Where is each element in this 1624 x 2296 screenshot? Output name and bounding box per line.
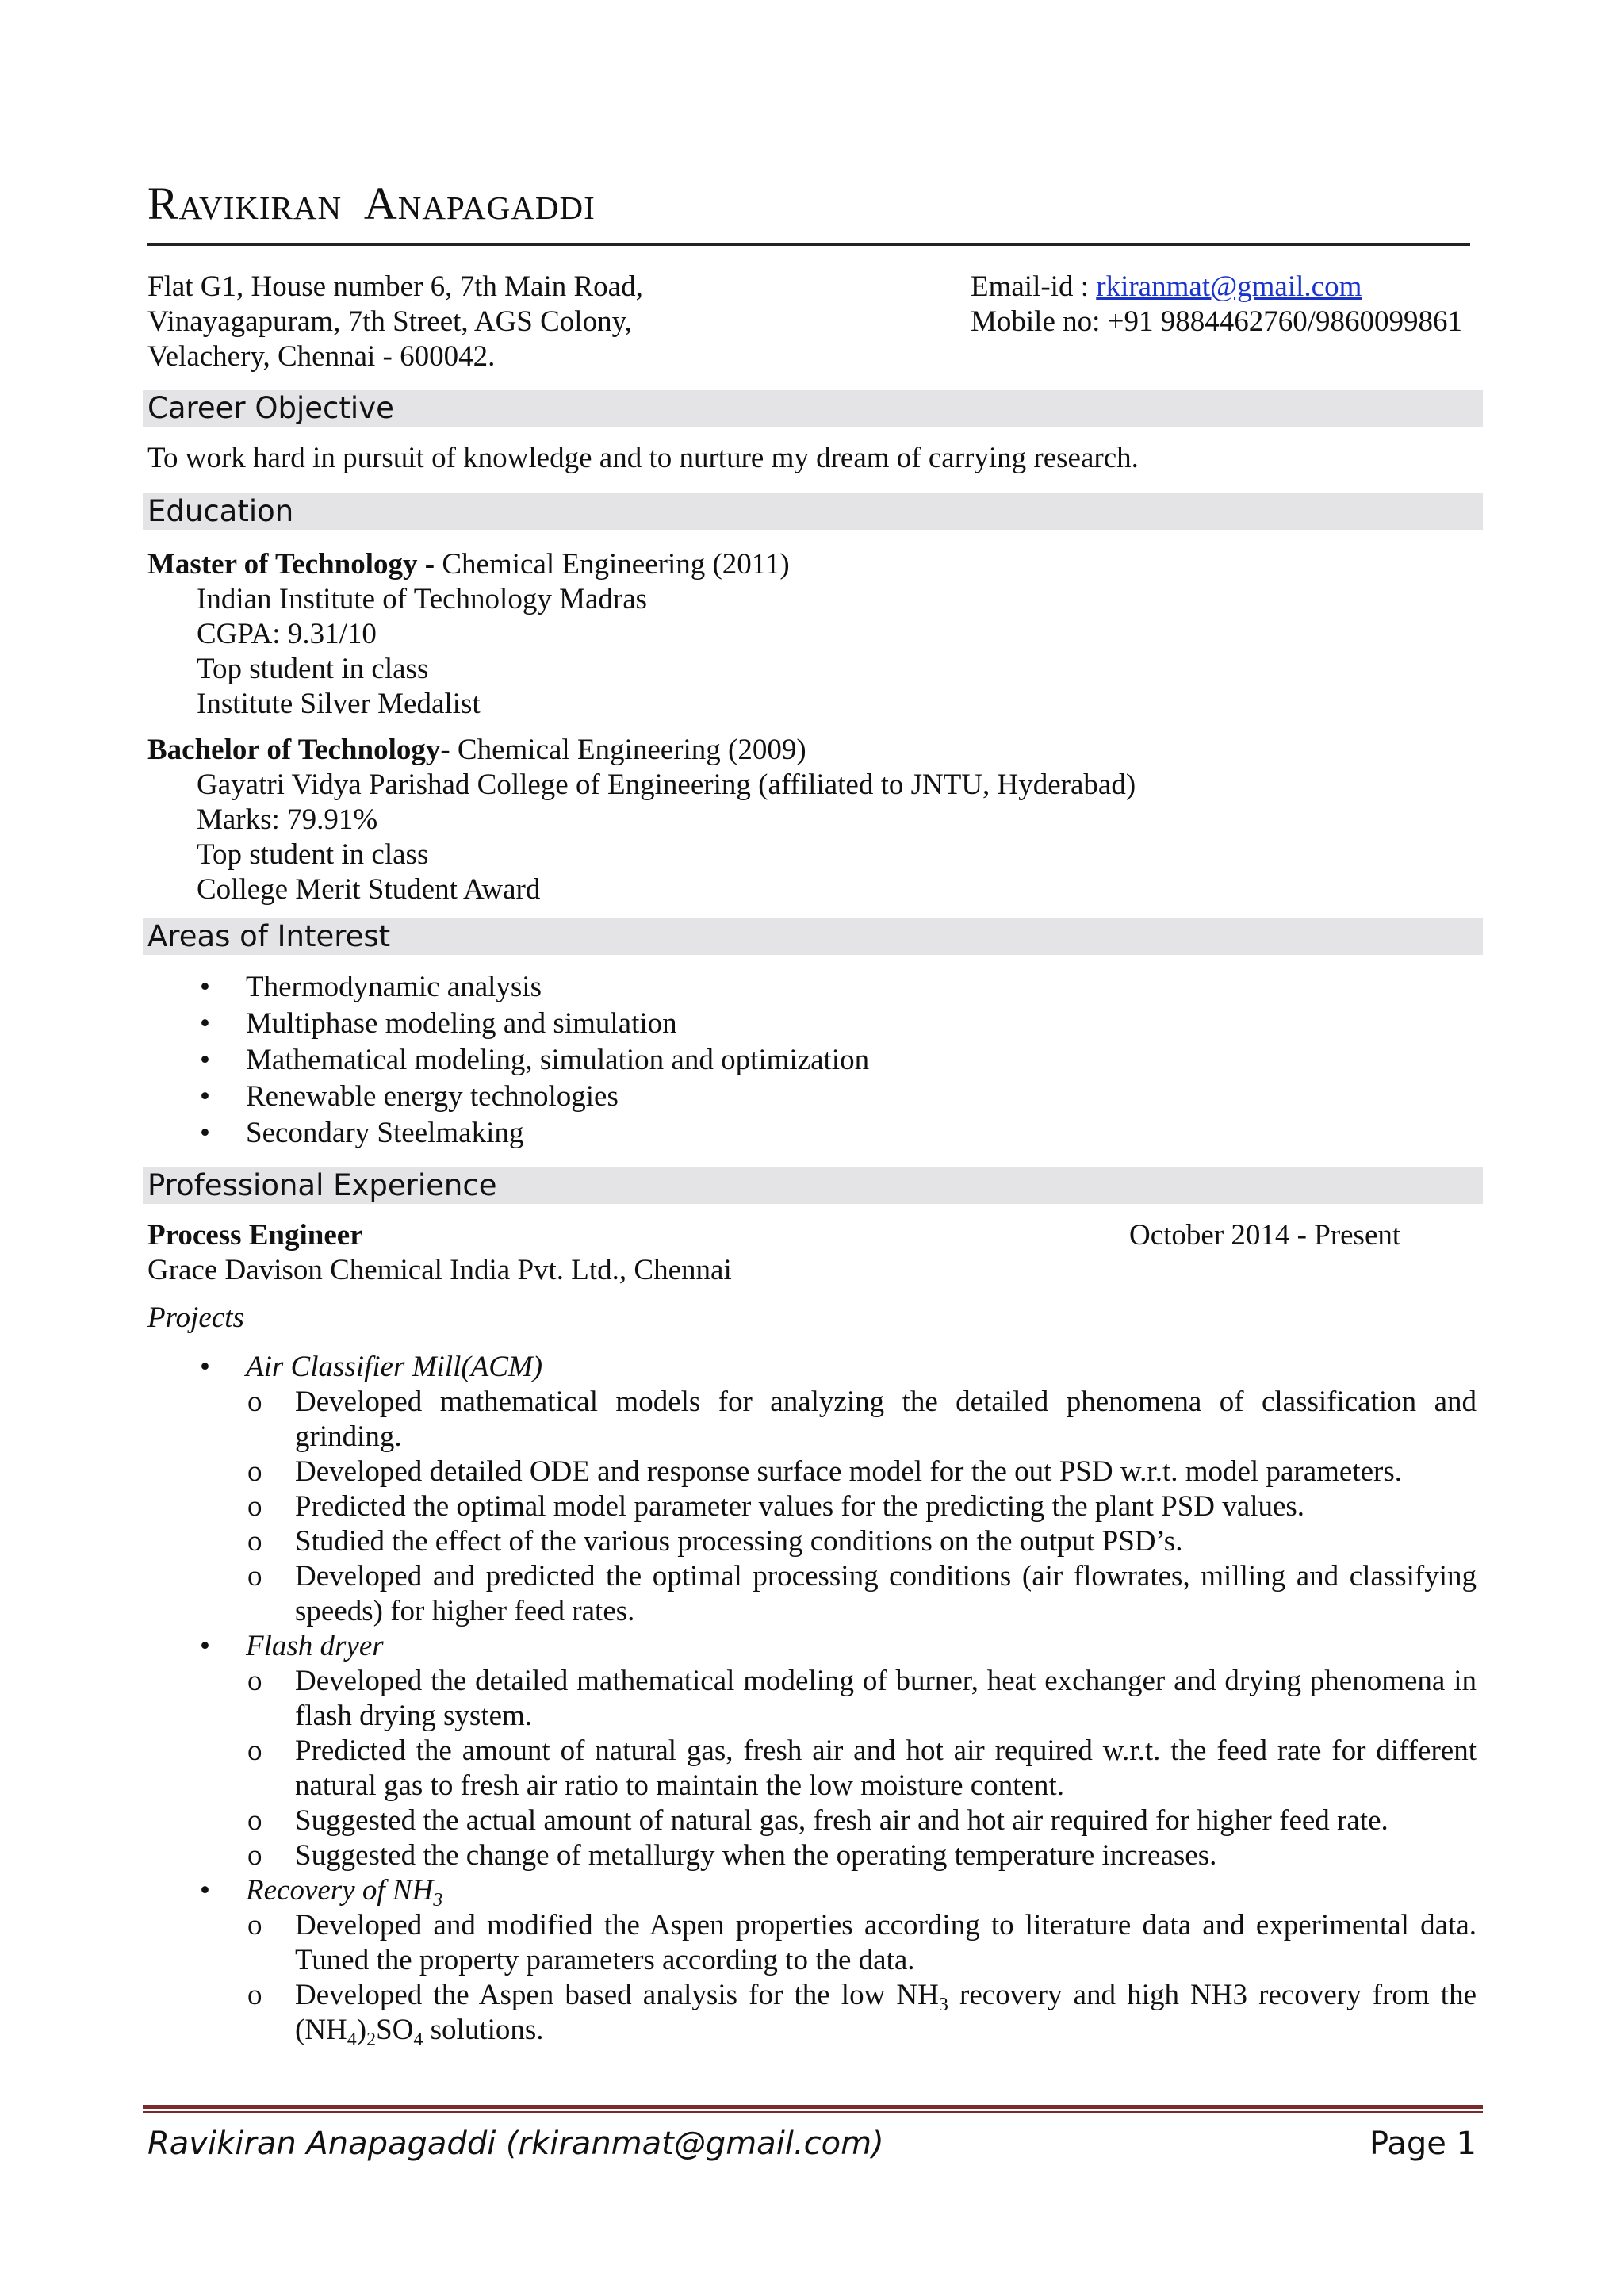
- project-item-text: Studied the effect of the various processing conditions on the output PSD’s.: [295, 1525, 1183, 1558]
- degree-line: [147, 547, 790, 582]
- education-detail: Indian Institute of Technology Madras: [197, 583, 648, 615]
- project-item: [147, 1524, 1477, 1559]
- candidate-name: Ravikiran Anapagaddi: [147, 178, 596, 229]
- degree-field: Chemical Engineering (2011): [435, 548, 790, 581]
- project-entry: [147, 1873, 1477, 2048]
- bullet-icon: •: [200, 971, 210, 1003]
- project-title: [147, 1873, 1477, 1911]
- project-title: [147, 1350, 1477, 1385]
- bullet-icon: •: [200, 1351, 210, 1383]
- contact-block: [971, 270, 1462, 339]
- education-entry: [147, 733, 1136, 907]
- email-line: [971, 270, 1462, 305]
- list-item: [147, 1006, 1480, 1042]
- list-item: [147, 1079, 1480, 1115]
- list-item: [147, 969, 1480, 1006]
- address-line: Velachery, Chennai - 600042.: [147, 340, 496, 373]
- projects-label: Projects: [147, 1301, 244, 1334]
- degree-field: Chemical Engineering (2009): [450, 734, 806, 766]
- circle-bullet-icon: o: [247, 1525, 262, 1558]
- project-item-text: Suggested the actual amount of natural gas, fresh air and hot air required for higher feed rate.: [295, 1804, 1388, 1837]
- project-item: [147, 1978, 1477, 2048]
- email-label: Email-id :: [971, 270, 1097, 303]
- bullet-icon: •: [200, 1117, 210, 1149]
- circle-bullet-icon: o: [247, 1490, 262, 1523]
- project-title-text: Recovery of NH: [246, 1874, 434, 1907]
- section-heading-professional-experience: Professional Experience: [143, 1167, 1483, 1204]
- section-heading-career-objective: Career Objective: [143, 390, 1483, 427]
- project-entry: [147, 1350, 1477, 1629]
- interest-text: Renewable energy technologies: [246, 1080, 619, 1113]
- project-item: [147, 1908, 1477, 1978]
- interest-text: Multiphase modeling and simulation: [246, 1007, 677, 1040]
- footer-author: Ravikiran Anapagaddi (rkiranmat@gmail.com): [147, 2125, 884, 2162]
- footer-divider-thin: [143, 2111, 1483, 2113]
- project-item-text: Developed and modified the Aspen properties according to literature data and experimental data. Tuned the property parameters according to the data.: [295, 1909, 1477, 1976]
- list-item: [147, 1115, 1480, 1152]
- project-item: [147, 1734, 1477, 1803]
- header: [147, 178, 1472, 229]
- project-item: [147, 1664, 1477, 1734]
- interest-text: Secondary Steelmaking: [246, 1117, 524, 1149]
- degree-name: Master of Technology -: [147, 548, 435, 581]
- section-heading-areas-of-interest: Areas of Interest: [143, 918, 1483, 955]
- project-item-text: Suggested the change of metallurgy when the operating temperature increases.: [295, 1839, 1217, 1872]
- subscript: 3: [433, 1890, 443, 1911]
- project-title: [147, 1629, 1477, 1664]
- circle-bullet-icon: o: [247, 1804, 262, 1837]
- bullet-icon: •: [200, 1630, 210, 1662]
- project-title-text: Air Classifier Mill(ACM): [246, 1351, 543, 1383]
- company-name: Grace Davison Chemical India Pvt. Ltd., Chennai: [147, 1254, 732, 1286]
- interest-text: Mathematical modeling, simulation and optimization: [246, 1044, 870, 1076]
- footer-divider: [143, 2105, 1483, 2109]
- page-number: Page 1: [1369, 2125, 1477, 2162]
- project-item: [147, 1838, 1477, 1873]
- project-item: [147, 1803, 1477, 1838]
- address-line: Vinayagapuram, 7th Street, AGS Colony,: [147, 305, 632, 338]
- project-item: [147, 1385, 1477, 1455]
- bullet-icon: •: [200, 1007, 210, 1040]
- circle-bullet-icon: o: [247, 1734, 262, 1767]
- project-item: [147, 1559, 1477, 1629]
- project-item: [147, 1489, 1477, 1524]
- education-detail: College Merit Student Award: [197, 873, 541, 906]
- education-detail: Marks: 79.91%: [197, 803, 378, 836]
- project-item-text: Developed detailed ODE and response surface model for the out PSD w.r.t. model parameters.: [295, 1455, 1402, 1488]
- interest-text: Thermodynamic analysis: [246, 971, 542, 1003]
- job-title: Process Engineer: [147, 1219, 363, 1251]
- bullet-icon: •: [200, 1080, 210, 1113]
- address-line: Flat G1, House number 6, 7th Main Road,: [147, 270, 643, 303]
- circle-bullet-icon: o: [247, 1455, 262, 1488]
- interests-list: [147, 969, 1480, 1152]
- header-divider: [147, 243, 1470, 246]
- education-detail: CGPA: 9.31/10: [197, 618, 377, 650]
- circle-bullet-icon: o: [247, 1979, 262, 2011]
- project-item-text: Developed and predicted the optimal processing conditions (air flowrates, milling and classifying speeds) for higher feed rates.: [295, 1560, 1477, 1627]
- project-title-text: Flash dryer: [246, 1630, 384, 1662]
- education-entry: [147, 547, 790, 722]
- section-heading-education: Education: [143, 493, 1483, 530]
- project-item-text: Predicted the amount of natural gas, fresh air and hot air required w.r.t. the feed rate for different natural gas to fresh air ratio to maintain the low moisture content.: [295, 1734, 1477, 1802]
- project-entry: [147, 1629, 1477, 1873]
- education-detail: Gayatri Vidya Parishad College of Engineering (affiliated to JNTU, Hyderabad): [197, 769, 1136, 801]
- address-block: [147, 270, 643, 374]
- education-detail: Institute Silver Medalist: [197, 688, 481, 720]
- job-date: October 2014 - Present: [1129, 1219, 1401, 1251]
- list-item: [147, 1042, 1480, 1079]
- project-item-text: Predicted the optimal model parameter values for the predicting the plant PSD values.: [295, 1490, 1305, 1523]
- email-link[interactable]: rkiranmat@gmail.com: [1096, 270, 1362, 303]
- project-item-text: Developed mathematical models for analyzing the detailed phenomena of classification and grinding.: [295, 1386, 1477, 1453]
- project-item: [147, 1455, 1477, 1489]
- circle-bullet-icon: o: [247, 1909, 262, 1941]
- circle-bullet-icon: o: [247, 1560, 262, 1593]
- circle-bullet-icon: o: [247, 1665, 262, 1697]
- bullet-icon: •: [200, 1044, 210, 1076]
- circle-bullet-icon: o: [247, 1386, 262, 1418]
- project-item-text: Developed the Aspen based analysis for the low $NH_3$ recovery and high NH3 recovery from the $(NH_4)_2SO_4$ solutions.: [295, 1979, 1477, 2050]
- project-item-text: Developed the detailed mathematical modeling of burner, heat exchanger and drying phenomena in flash drying system.: [295, 1665, 1477, 1732]
- career-objective-text: To work hard in pursuit of knowledge and to nurture my dream of carrying research.: [147, 442, 1139, 474]
- job-entry: [147, 1218, 1480, 1288]
- circle-bullet-icon: o: [247, 1839, 262, 1872]
- degree-line: [147, 733, 1136, 768]
- mobile-line: Mobile no: +91 9884462760/9860099861: [971, 305, 1463, 338]
- degree-name: Bachelor of Technology-: [147, 734, 450, 766]
- education-detail: Top student in class: [197, 838, 429, 871]
- education-detail: Top student in class: [197, 653, 429, 685]
- bullet-icon: •: [200, 1874, 210, 1907]
